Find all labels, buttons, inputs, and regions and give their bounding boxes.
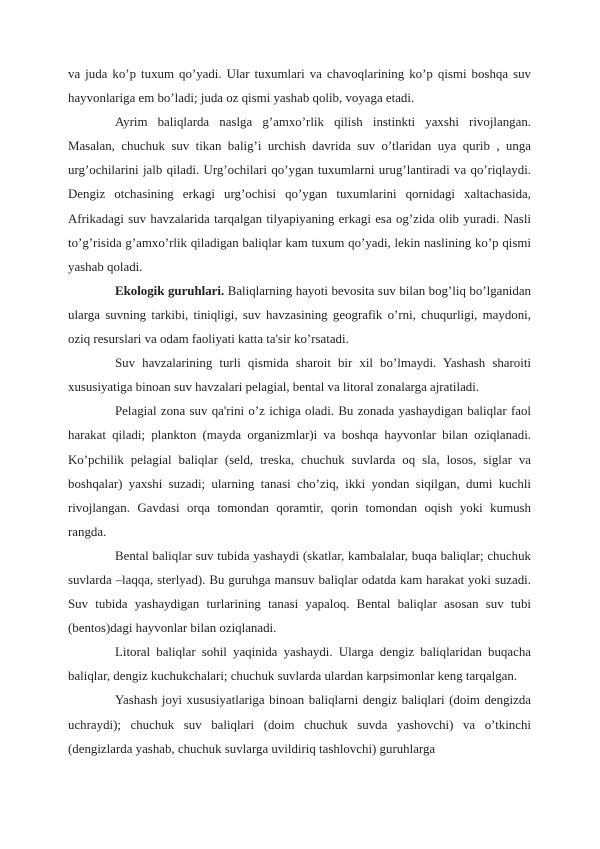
- paragraph: Ayrim baliqlarda naslga g’amxo’rlik qilish instinkti yaxshi rivojlangan. Masalan, chuchuk suv tikan balig’i urchish davrida suv o’tlaridan uya qurib , unga urg’ochilarini jalb qiladi. Urg’ochilari qo’ygan tuxumlarni urug’lantiradi va qo’riqlaydi. Dengiz otchasining erkagi urg’ochisi qo’ygan tuxumlarini qornidagi xaltachasida, Afrikadagi suv havzalarida tarqalgan tilyapiyaning erkagi esa og’zida olib yuradi. Nasli to’g’risida g’amxo’rlik qiladigan baliqlar kam tuxum qo’yadi, lekin naslining ko’p qismi yashab qoladi.: [68, 115, 531, 274]
- paragraph-body: Baliqlarning hayoti bevosita suv bilan bog’liq bo’lganidan ularga suvning tarkibi, tiniqligi, suv havzasining geografik o’rni, chuqurligi, maydoni, oziq resurslari va odam faoliyati katta ta'sir ko’rsatadi.: [68, 283, 532, 347]
- paragraph: Pelagial zona suv qa'rini o’z ichiga oladi. Bu zonada yashaydigan baliqlar faol harakat qiladi; plankton (mayda organizmlar)i va boshqa hayvonlar bilan oziqlanadi. Ko’pchilik pelagial baliqlar (seld, treska, chuchuk suvlarda oq sla, losos, siglar va boshqalar) yaxshi suzadi; ularning tanasi cho’ziq, ikki yondan siqilgan, dumi kuchli rivojlangan. Gavdasi orqa tomondan qoramtir, qorin tomondan oqish yoki kumush rangda.: [68, 404, 531, 539]
- paragraph: Litoral baliqlar sohil yaqinida yashaydi. Ularga dengiz baliqlaridan buqacha baliqlar, dengiz kuchukchalari; chuchuk suvlarda ulardan karpsimonlar keng tarqalgan.: [68, 645, 531, 684]
- paragraph: [68, 279, 531, 351]
- paragraph: Yashash joyi xususiyatlariga binoan baliqlarni dengiz baliqlari (doim dengizda uchraydi); chuchuk suv baliqlari (doim chuchuk suvda yashovchi) va o’tkinchi (dengizlarda yashab, chuchuk suvlarga uvildiriq tashlovchi) guruhlarga: [68, 693, 531, 756]
- paragraph: va juda ko’p tuxum qo’yadi. Ular tuxumlari va chavoqlarining ko’p qismi boshqa suv hayvonlariga em bo’ladi; juda oz qismi yashab qolib, voyaga etadi.: [68, 67, 531, 106]
- document-page: [68, 62, 531, 761]
- section-heading: Ekologik guruhlari.: [115, 283, 225, 298]
- paragraph: Bental baliqlar suv tubida yashaydi (skatlar, kambalalar, buqa baliqlar; chuchuk suvlarda –laqqa, sterlyad). Bu guruhga mansuv baliqlar odatda kam harakat yoki suzadi. Suv tubida yashaydigan turlarining tanasi yapaloq. Bental baliqlar asosan suv tubi (bentos)dagi hayvonlar bilan oziqlanadi.: [68, 548, 531, 636]
- paragraph: Suv havzalarining turli qismida sharoit bir xil bo’lmaydi. Yashash sharoiti xususiyatiga binoan suv havzalari pelagial, bental va litoral zonalarga ajratiladi.: [68, 356, 531, 395]
